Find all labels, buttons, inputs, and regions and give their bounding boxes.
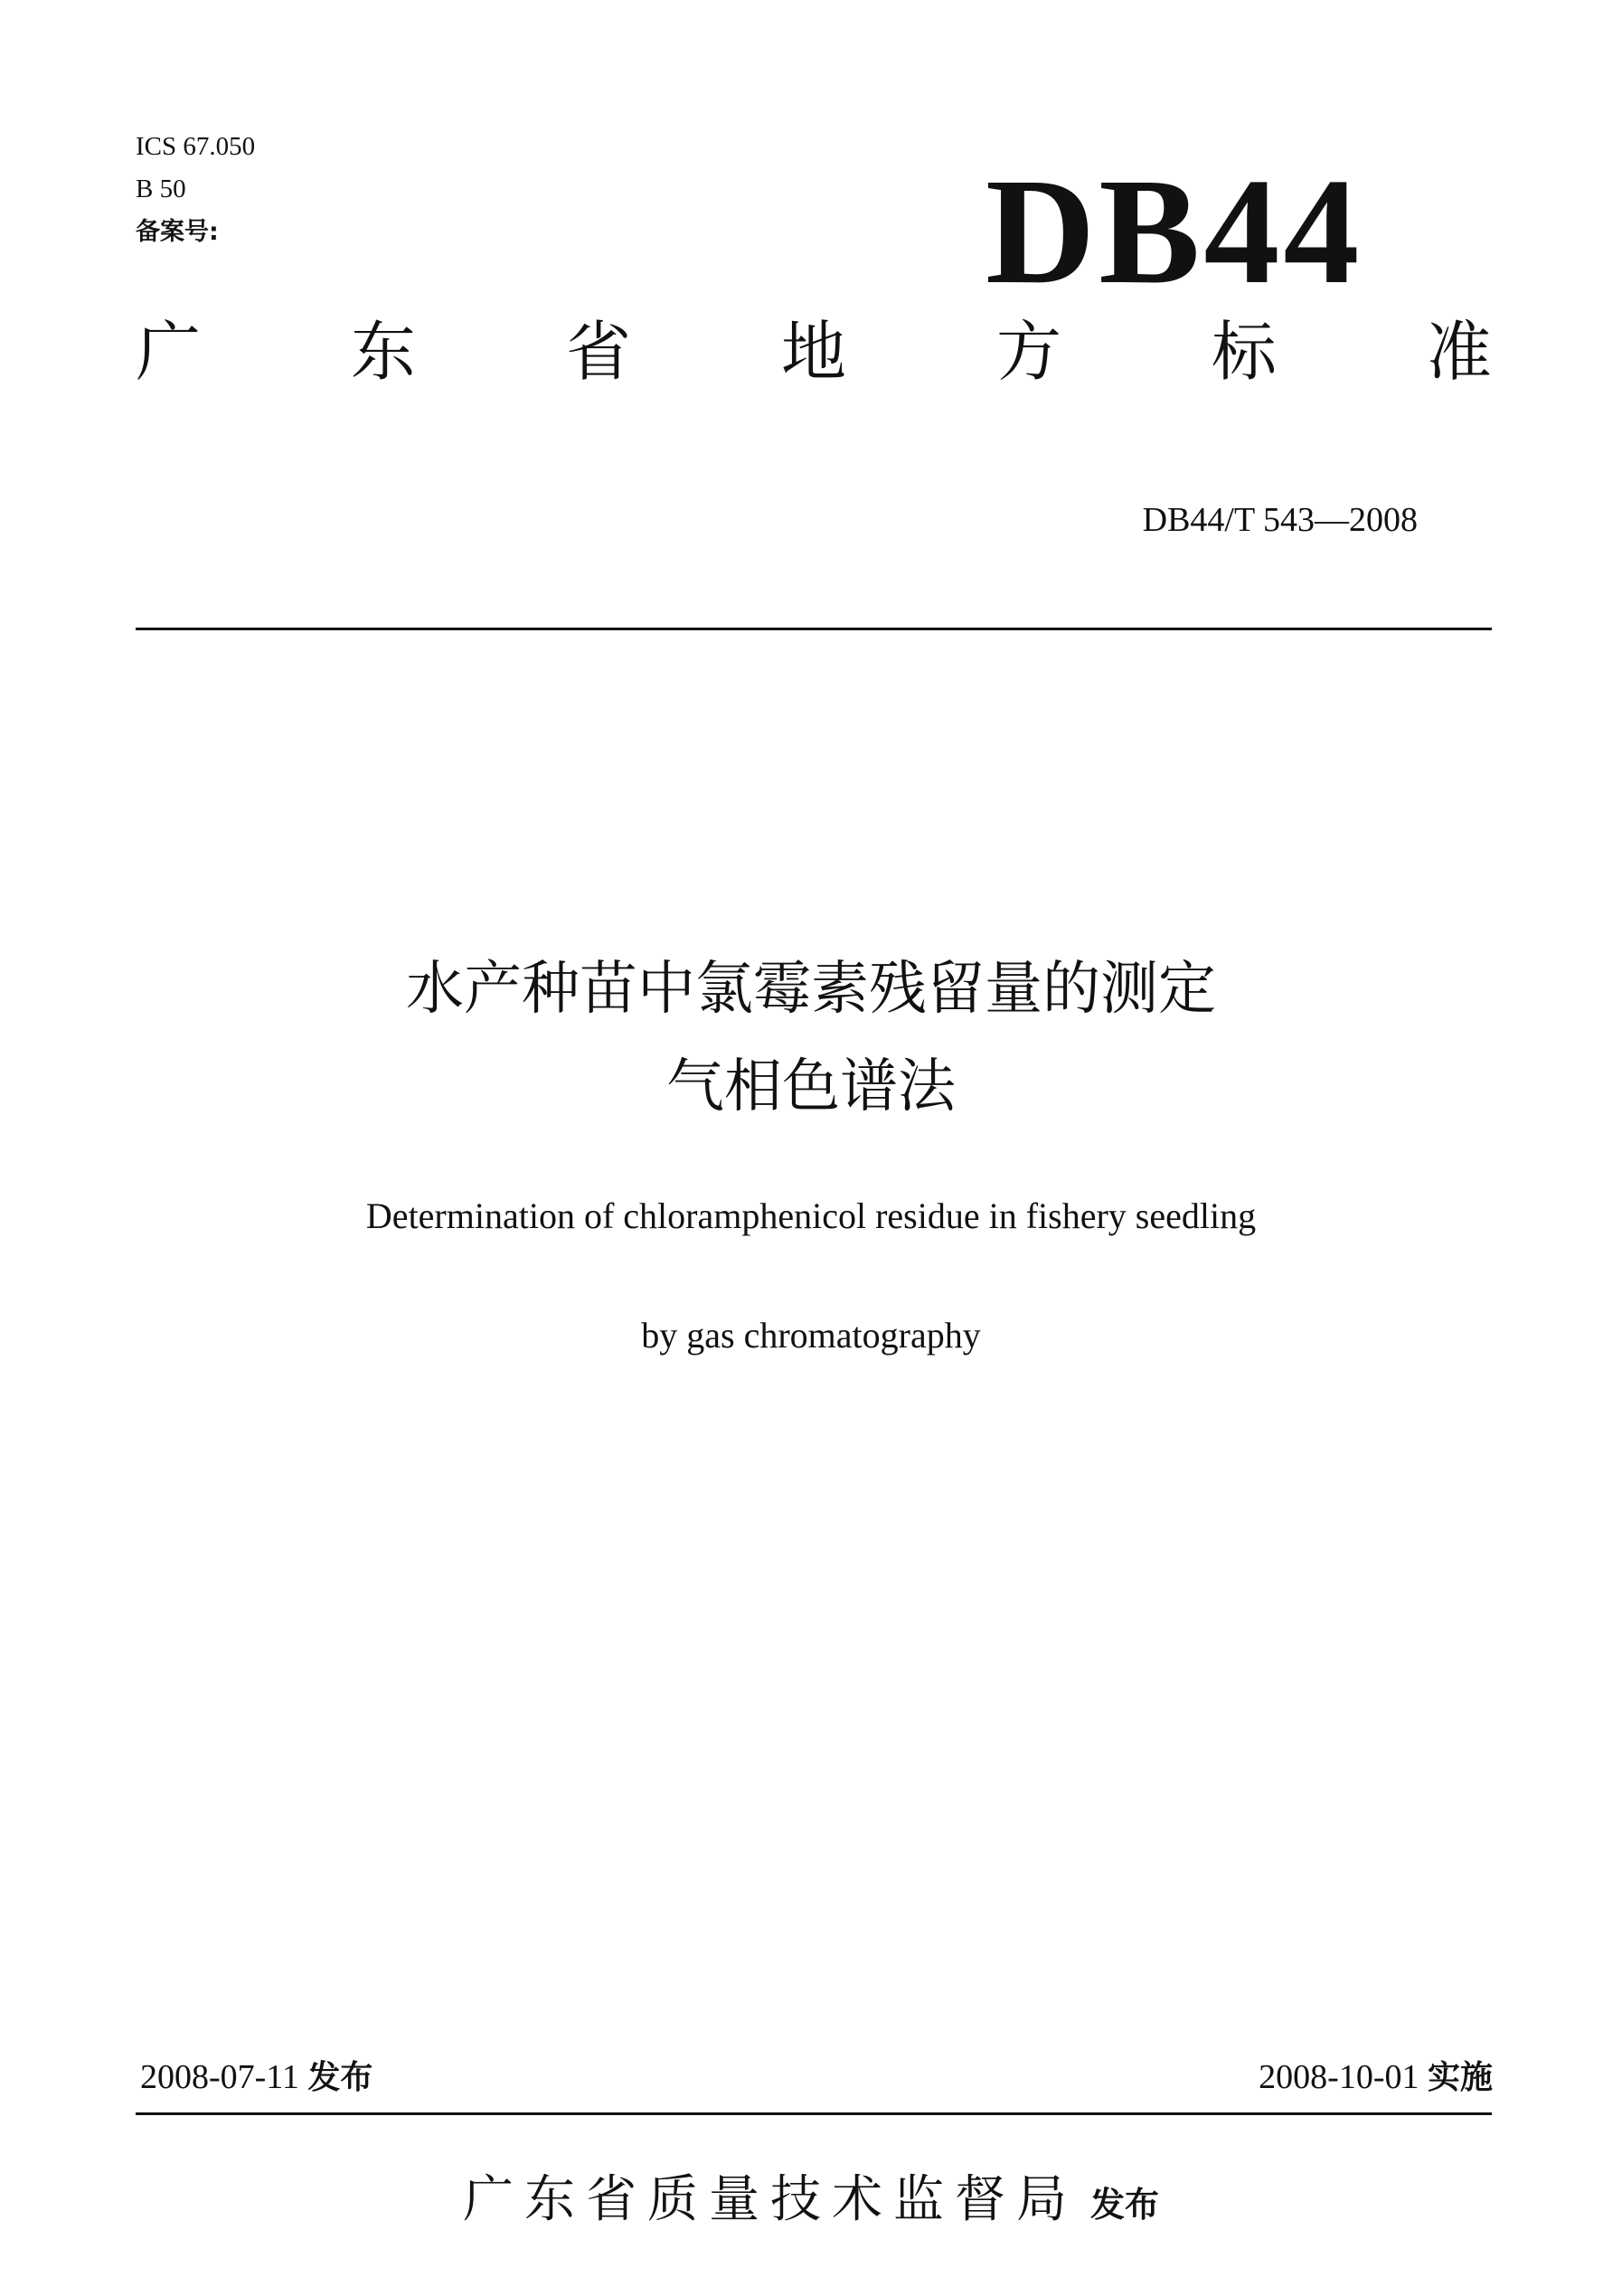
db44-logo: DB44 [985,147,1363,316]
implement-date-block [1259,2060,1493,2094]
implement-label: 实施 [1427,2059,1493,2096]
publish-date-block [140,2060,372,2094]
footer-divider [136,2112,1492,2115]
standard-type-char: 地 [780,314,846,390]
publish-date: 2008-07-11 [140,2058,299,2096]
issuer-action: 发布 [1089,2185,1159,2225]
title-en-line2: by gas chromatography [641,1315,981,1356]
title-en-line1: Determination of chloramphenicol residue in fishery seedling [365,1195,1257,1236]
standard-type-heading [136,314,1492,390]
issuer-name: 广东省质量技术监督局 [462,2170,1078,2229]
standard-type-char: 方 [995,314,1061,390]
issuer-line [0,2170,1622,2229]
standard-type-char: 东 [350,314,416,390]
standard-number: DB44/T 543—2008 [1142,501,1418,539]
implement-date: 2008-10-01 [1259,2058,1419,2096]
title-cn-line2: 气相色谱法 [666,1054,956,1120]
ccs-code: B 50 [136,175,186,203]
standard-type-char: 省 [565,314,631,390]
header-divider [136,628,1492,630]
record-number-label: 备案号: [136,218,219,246]
ics-code: ICS 67.050 [136,132,256,161]
title-cn-line1: 水产种苗中氯霉素残留量的测定 [406,956,1216,1023]
standard-type-char: 准 [1426,314,1492,390]
standard-type-char: 标 [1211,314,1277,390]
standard-type-char: 广 [136,314,202,390]
publish-label: 发布 [307,2059,373,2096]
